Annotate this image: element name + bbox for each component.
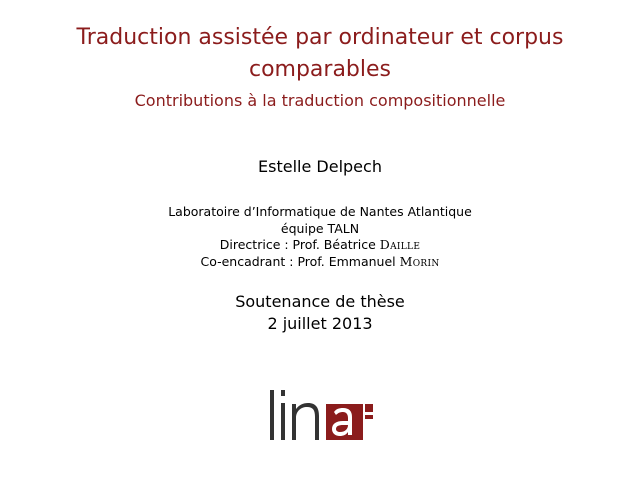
author-name: Estelle Delpech [258,157,382,176]
logo-letter-n [292,403,319,440]
director-prefix: Directrice : Prof. Béatrice [219,237,376,252]
event-name: Soutenance de thèse [235,292,405,311]
event-date: 2 juillet 2013 [267,314,373,333]
cosupervisor-prefix: Co-encadrant : Prof. Emmanuel [200,253,396,269]
event-block [40,291,600,335]
director-surname: Daille [379,237,421,252]
institute-block [40,204,600,270]
logo-letter-l [270,390,274,440]
logo-letter-i [281,403,285,440]
lina-logo [268,388,376,444]
logo-letter-i-dot [281,390,285,396]
logo-accent-square-bottom [365,415,373,419]
cosupervisor-surname: Morin [399,253,440,269]
lab-name: Laboratoire d’Informatique de Nantes Atlantique [168,204,472,219]
title-line-2: comparables [248,57,392,82]
title-line-1: Traduction assistée par ordinateur et corpus [76,25,564,50]
slide-title [40,22,600,86]
director-line [40,237,600,254]
logo-accent-square-top [365,404,373,412]
cosupervisor-line [40,254,600,271]
team-name: équipe TALN [280,220,360,236]
slide-subtitle: Contributions à la traduction compositionnelle [134,91,506,110]
